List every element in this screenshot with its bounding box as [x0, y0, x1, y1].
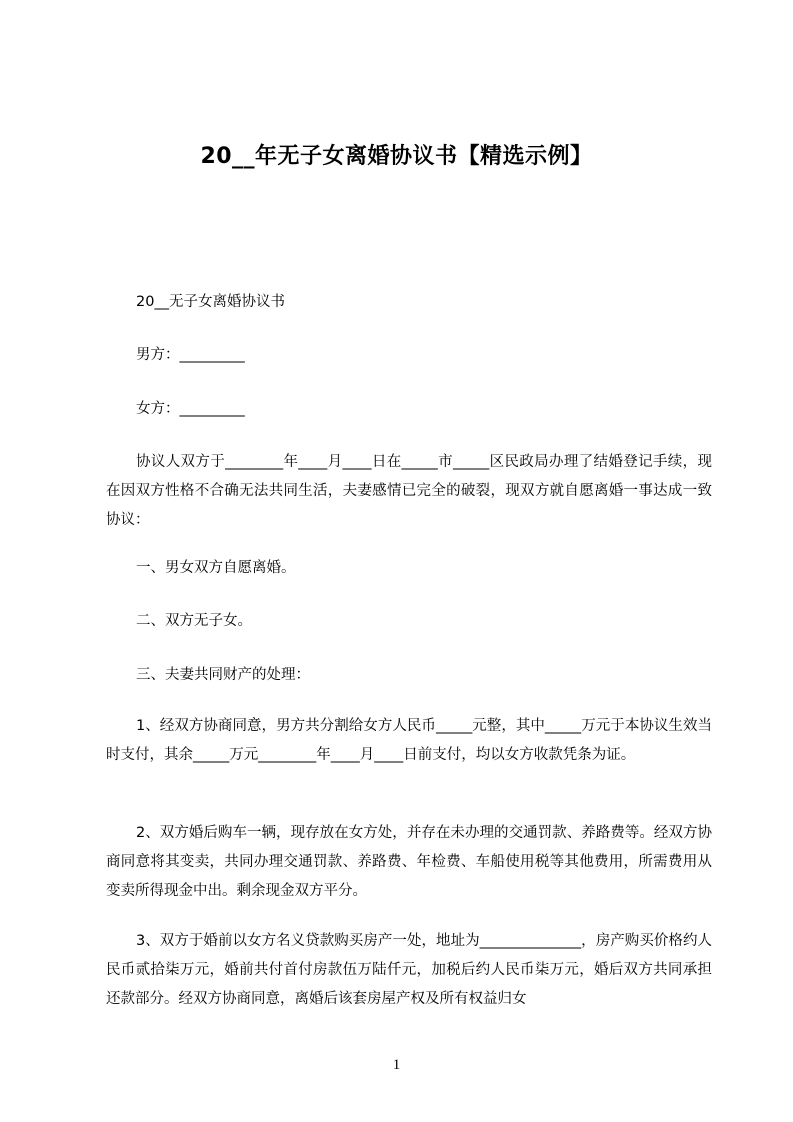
item-3-text: 3、双方于婚前以女方名义贷款购买房产一处，地址为______________，房产购买价格约人民币贰拾柒万元，婚前共付首付房款伍万陆仟元，加税后约人民币柒万元，婚后双方共同承担还款部分。经双方协商同意，离婚后该套房屋产权及所有权益归女	[106, 933, 712, 1007]
item-2-paragraph	[106, 819, 712, 906]
item-2-text: 2、双方婚后购车一辆，现存放在女方处，并存在未办理的交通罚款、养路费等。经双方协商同意将其变卖，共同办理交通罚款、养路费、年检费、车船使用税等其他费用，所需费用从变卖所得现金中出。剩余现金双方平分。	[106, 825, 712, 899]
page-number: 1	[392, 1057, 401, 1073]
male-party-line: 男方：_________	[136, 347, 245, 363]
female-party-line: 女方：_________	[136, 401, 245, 417]
item-3-paragraph	[106, 927, 712, 1014]
document-title: 20__年无子女离婚协议书【精选示例】	[200, 144, 593, 169]
clause-2: 二、双方无子女。	[136, 613, 252, 629]
item-1-paragraph	[106, 712, 712, 770]
clause-3: 三、夫妻共同财产的处理：	[136, 667, 310, 683]
intro-paragraph	[106, 448, 712, 535]
intro-text: 协议人双方于________年____月____日在_____市_____区民政局办理了结婚登记手续，现在因双方性格不合确无法共同生活，夫妻感情已完全的破裂，现双方就自愿离婚一事达成一致协议：	[106, 454, 712, 528]
agreement-heading: 20__无子女离婚协议书	[136, 294, 285, 310]
item-1-text: 1、经双方协商同意，男方共分割给女方人民币_____元整，其中_____万元于本协议生效当时支付，其余_____万元________年____月____日前支付，均以女方收款凭条为证。	[106, 718, 712, 763]
clause-1: 一、男女双方自愿离婚。	[136, 560, 296, 576]
